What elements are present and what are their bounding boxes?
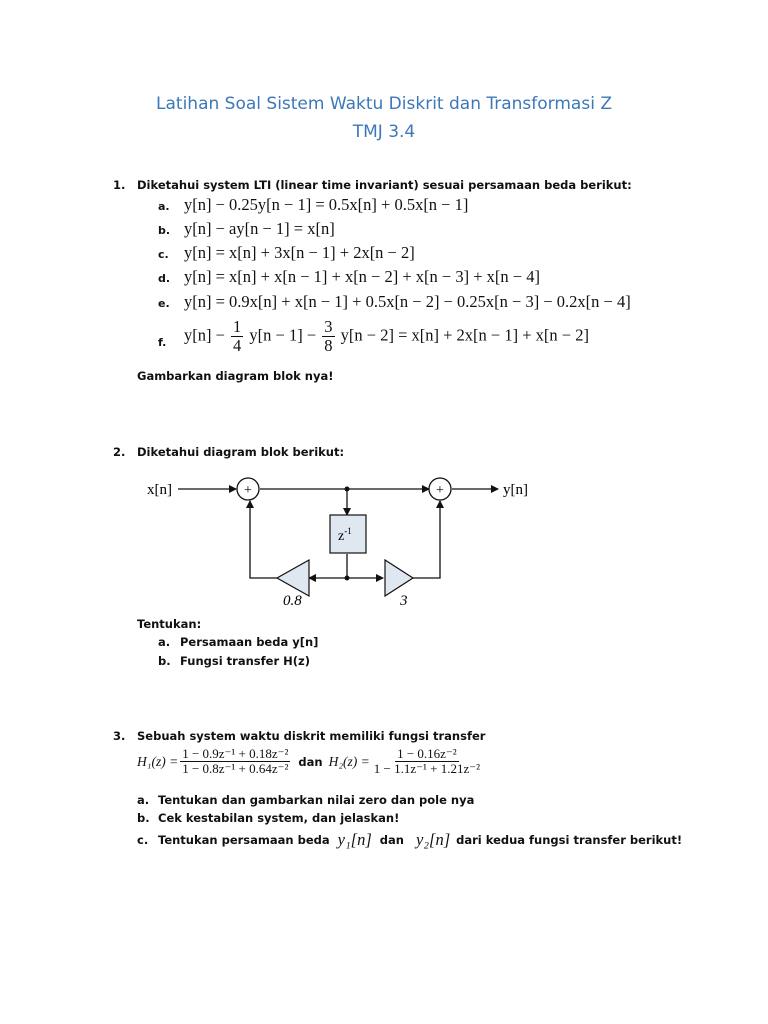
q3-item-c-text1: Tentukan persamaan beda [158,833,330,847]
page-title: Latihan Soal Sistem Waktu Diskrit dan Transformasi Z [156,94,612,114]
q3-item-c-dan: dan [379,833,404,847]
h1-fraction [180,747,290,777]
output-label: y[n] [503,482,528,498]
h2-label: H₂(z) = [328,753,370,769]
delay-base: z [338,529,345,544]
q1-item-e-letter: e. [158,297,170,310]
q3-item-b-letter: b. [137,811,150,825]
gain-left-label: 0.8 [283,593,302,609]
q1-footer: Gambarkan diagram blok nya! [137,369,334,383]
q3-item-c-text2: dari kedua fungsi transfer berikut! [456,833,683,847]
q1-item-c-equation: y[n] = x[n] + 3x[n − 1] + 2x[n − 2] [184,243,415,262]
q1-f-post: y[n − 2] = x[n] + 2x[n − 1] + x[n − 2] [340,325,589,345]
q2-item-b-text: Fungsi transfer H(z) [180,654,310,668]
gain-right-triangle [385,560,413,596]
transfer-functions [137,747,484,777]
q1-item-a-letter: a. [158,200,170,213]
q1-item-b-equation: y[n] − ay[n − 1] = x[n] [184,219,335,238]
q1-f-frac1-den: 4 [233,336,242,356]
h1-label: H₁(z) = [137,753,179,769]
q2-tentukan: Tentukan: [137,617,202,631]
q2-item-b-letter: b. [158,654,171,668]
q3-item-c-letter: c. [137,833,149,847]
q3-y1: y₁[n] [337,830,372,849]
gain-right-label: 3 [400,593,408,609]
q1-item-f-letter: f. [158,336,167,349]
q3-text: Sebuah system waktu diskrit memiliki fungsi transfer [137,729,486,743]
input-label: x[n] [147,482,172,498]
q1-f-pre: y[n] − [184,325,225,345]
q1-text: Diketahui system LTI (linear time invariant) sesuai persamaan beda berikut: [137,178,632,192]
q1-f-mid: y[n − 1] − [249,325,317,345]
h2-denominator: 1 − 1.1z⁻¹ + 1.21z⁻² [373,761,481,777]
h1-denominator: 1 − 0.8z⁻¹ + 0.64z⁻² [182,761,289,777]
h2-fraction [372,747,482,777]
h-dan: dan [298,754,323,769]
q3-number: 3. [113,729,126,743]
junction-top [345,487,350,492]
q1-item-b-letter: b. [158,224,171,237]
q3-item-a-letter: a. [137,793,150,807]
delay-exponent: -1 [344,526,352,536]
page-subtitle: TMJ 3.4 [352,122,416,142]
q3-item-c [137,830,682,850]
summer-1-symbol: + [244,483,252,498]
q1-f-fraction-1 [231,318,243,355]
q2-number: 2. [113,445,126,459]
junction-bottom [345,576,350,581]
q2-text: Diketahui diagram blok berikut: [137,445,345,459]
q1-number: 1. [113,178,126,192]
q2-item-a-text: Persamaan beda y[n] [180,635,319,649]
q1-item-f-equation [184,318,589,355]
q1-f-frac2-num: 3 [324,317,333,336]
h1-numerator: 1 − 0.9z⁻¹ + 0.18z⁻² [182,746,289,761]
q1-item-a-equation: y[n] − 0.25y[n − 1] = 0.5x[n] + 0.5x[n − 1] [184,195,469,214]
feedback-path [250,501,277,578]
q2-item-a-letter: a. [158,635,171,649]
q3-item-a-text: Tentukan dan gambarkan nilai zero dan pole nya [158,793,475,807]
q1-item-d-letter: d. [158,272,171,285]
q1-f-frac1-num: 1 [233,317,242,336]
gain-left-triangle [277,560,309,596]
summer-2-symbol: + [436,483,444,498]
q1-f-frac2-den: 8 [324,336,333,356]
q1-item-d-equation: y[n] = x[n] + x[n − 1] + x[n − 2] + x[n − 3] + x[n − 4] [184,267,540,286]
q3-item-b-text: Cek kestabilan system, dan jelaskan! [158,811,400,825]
block-diagram [140,470,560,615]
q1-f-fraction-2 [322,318,334,355]
q1-item-c-letter: c. [158,248,169,261]
h2-numerator: 1 − 0.16z⁻² [397,746,457,761]
q1-item-e-equation: y[n] = 0.9x[n] + x[n − 1] + 0.5x[n − 2] − 0.25x[n − 3] − 0.2x[n − 4] [184,292,631,311]
q3-y2: y₂[n] [415,830,451,849]
feedforward-path [413,501,440,578]
